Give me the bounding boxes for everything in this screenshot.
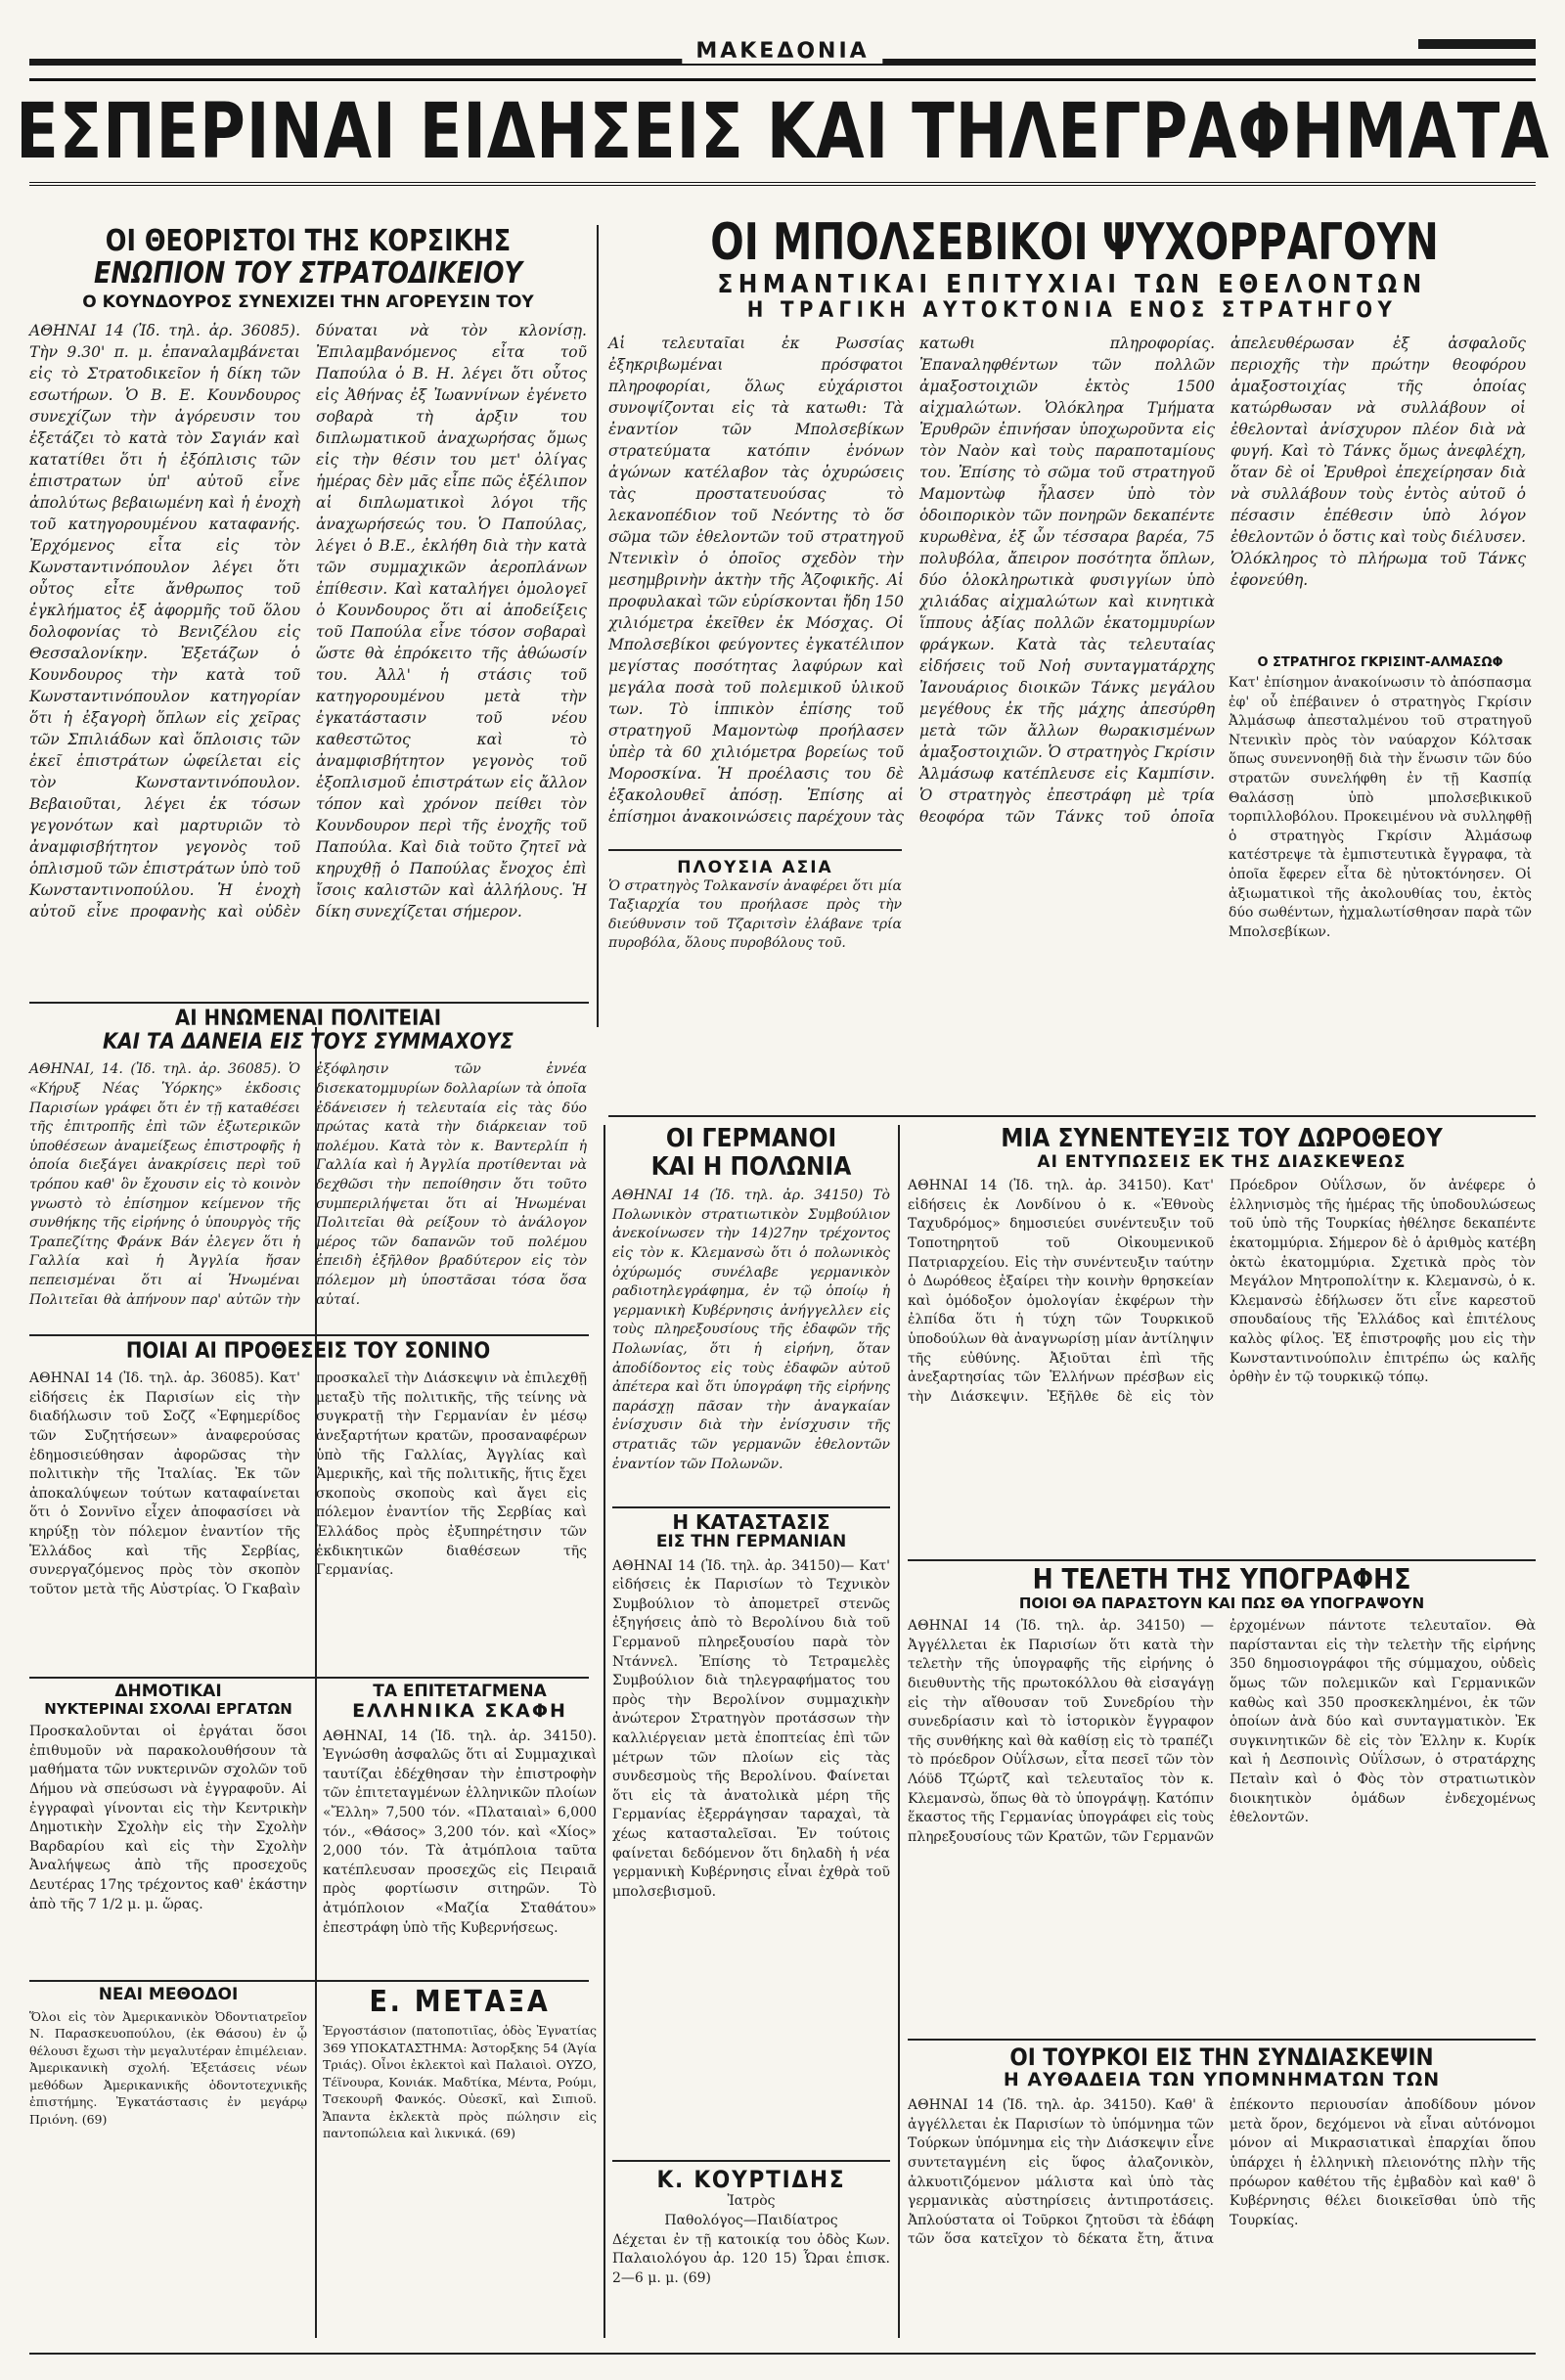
column-rule — [898, 1125, 900, 2338]
article-body: ΑΘΗΝΑΙ 14 (Ἰδ. τηλ. ἀρ. 34150). Καθ' ἃ ἀγγέλλεται ἐκ Παρισίων τὸ ὑπόμνημα τῶν Τούρκων ὑπόμνημα εἰς τὴν Διάσκεψιν εἶνε συντεταγμένη εἰς ὕφος ἀλαζονικὸν, ἀλκυοτιζόμενον μάλιστα καὶ ὑπὸ τὰς γερμανικὰς αὐστηρίσεις ἀντιπροτάσεις. Ἀπλούστατα οἱ Τοῦρκοι ζητοῦσι τὰ ἐδάφη τῶν ὅσα κατεῖχον τὸ δέκατα ἔτη, ἅτινα ἐπέκοντο περιουσίαν ἀποδίδουν μόνον μετὰ ὅρον, δεχόμενοι νὰ εἶναι αὐτόνομοι μόνον αἱ Μικρασιατικαὶ ἐπαρχίαι ὅπου ὑπάρχει ἡ ἑλληνικὴ πλειονότης πλὴν τῆς πρόωρον καθέτου τῆς ἐμβαδὸν καὶ καθ' ὃ Κυβέρνησις θέλει διοικεῖσθαι ὑπὸ τῆς Τουρκίας. — [908, 2097, 1536, 2248]
headline: ΝΥΚΤΕΡΙΝΑΙ ΣΧΟΛΑΙ ΕΡΓΑΤΩΝ — [44, 1699, 292, 1718]
section-rule — [908, 1559, 1536, 1561]
headline: ΤΑ ΕΠΙΤΕΤΑΓΜΕΝΑ — [373, 1682, 547, 1701]
article-bolsheviks — [608, 215, 1536, 1047]
headline: ΚΑΙ ΤΑ ΔΑΝΕΙΑ ΕΙΣ ΤΟΥΣ ΣΥΜΜΑΧΟΥΣ — [103, 1030, 514, 1055]
subheadline: Ο ΣΤΡΑΤΗΓΟΣ ΓΚΡΙΣΙΝΤ-ΑΛΜΑΣΩΦ — [1257, 654, 1503, 670]
main-headline-box — [15, 78, 1550, 186]
article-germans-poland — [612, 1125, 890, 1506]
headline: ΕΛΛΗΝΙΚΑ ΣΚΑΦΗ — [352, 1699, 567, 1722]
subheadline: ΣΗΜΑΝΤΙΚΑΙ ΕΠΙΤΥΧΙΑΙ ΤΩΝ ΕΘΕΛΟΝΤΩΝ — [717, 270, 1427, 300]
article-body: Προσκαλοῦνται οἱ ἐργάται ὅσοι ἐπιθυμοῦν νὰ παρακολουθήσουν τὰ μαθήματα τῶν νυκτερινῶν σχολῶν τοῦ Δήμου νὰ σπεύσωσι νὰ ἐγγραφοῦν. Αἱ ἐγγραφαὶ γίνονται εἰς τὴν Κεντρικὴν Δημοτικὴν Σχολὴν εἰς τὴν Σχολὴν Βαρδαρίου καὶ εἰς τὴν Σχολὴν Ἀναλήψεως ἀπὸ τῆς προσεχοῦς Δευτέρας 17ης τρέχοντος καθ' ἑκάστην ἀπὸ τῆς 7 1/2 μ. μ. ὥρας. — [29, 1724, 307, 1912]
article-dorotheou — [908, 1125, 1536, 1555]
headline: ΜΙΑ ΣΥΝΕΝΤΕΥΞΙΣ ΤΟΥ ΔΩΡΟΘΕΟΥ — [1001, 1124, 1443, 1153]
main-headline: ΕΣΠΕΡΙΝΑΙ ΕΙΔΗΣΕΙΣ ΚΑΙ ΤΗΛΕΓΡΑΦΗΜΑΤΑ — [15, 87, 1550, 176]
article-signing-ceremony — [908, 1565, 1536, 2035]
article-body: Ὅλοι εἰς τὸν Ἀμερικανικὸν Ὀδοντιατρεῖον Ν. Παρασκευοπούλου, (ἐκ Θάσου) ἐν ᾧ θέλουσι ἔχωσι τὴν μεγαλυτέραν ἐπιμέλειαν. Ἀμερικανικὴ σχολή. Ἐξετάσεις νέων μεθόδων Ἀμερικανικῆς ὀδοντοτεχνικῆς ἐπιστήμης. Ἐγκατάστασις ἐν μεγάρῳ Πριόνη. (69) — [29, 2008, 307, 2127]
headline: ΝΕΑΙ ΜΕΘΟΔΟΙ — [98, 1985, 239, 2004]
article-usa-loans — [29, 1008, 587, 1330]
advert-body: Δέχεται ἐν τῇ κατοικίᾳ του ὁδὸς Κων. Παλαιολόγου ἀρ. 120 15) Ὧραι ἐπισκ. 2—6 μ. μ. (69) — [612, 2231, 890, 2286]
article-columns — [608, 333, 1536, 1026]
section-rule — [29, 1002, 589, 1004]
headline: Η ΤΕΛΕΤΗ ΤΗΣ ΥΠΟΓΡΑΦΗΣ — [1032, 1563, 1411, 1595]
article-sonnino — [29, 1340, 587, 1673]
article-body: ΑΘΗΝΑΙ 14 (Ἰδ. τηλ. ἀρ. 34150) Τὸ Πολωνικὸν στρατιωτικὸν Συμβούλιον ἀνεκοίνωσεν τὴν 14)27ην τρέχοντος εἰς τὸν κ. Κλεμανσὼ ὅτι ὁ πολωνικὸς ὀχύρωμός συνέλαβε γερμανικὸν ραδιοτηλεγράφημα, ἐν τῷ ὁποίῳ ἡ γερμανικὴ Κυβέρνησις ἀνήγγελλεν εἰς τοὺς πληρεξουσίους τῆς ἐδαφῶν τῆς Πολωνίας, ὅτι ἡ εἰρήνη, ὅταν ἀποδίδοντος εἰς τοὺς ἐδαφῶν αὐτοῦ ἀπέτερα καὶ ὅτι ὑπογράφη τῆς εἰρήνης παράσχῃ πᾶσαν τὴν ἀναγκαίαν ἐνίσχυσιν διὰ τὴν ἐνίσχυσιν τῆς στρατιᾶς τῶν γερμανῶν ἐθελοντῶν ἐναντίον τῶν Πολωνῶν. — [612, 1188, 890, 1472]
subheadline: Η ΑΥΘΑΔΕΙΑ ΤΩΝ ΥΠΟΜΝΗΜΑΤΩΝ ΤΩΝ — [1003, 2069, 1441, 2091]
article-body: ΑΘΗΝΑΙ 14 (Ἰδ. τηλ. ἀρ. 34150)— Κατ' εἰδήσεις ἐκ Παρισίων τὸ Τεχνικὸν Συμβούλιον τὸ ἀπομετρεῖ στενῶς ἐξηγήσεις ἀπὸ τὸ Βερολίνου διὰ τοῦ Γερμανοῦ πληρεξουσίου παρὰ τὸν Ντάννελ. Ἐπίσης τὸ Τετραμελὲς Συμβούλιον διὰ τηλεγραφήματος του πρὸς τὴν Βερολίνον συμμαχικὴν ἀνώτερον Στρατηγὸν προτάσσων τὴν καλλιέργειαν μετὰ ἐποπτείας ἐπὶ τῶν μέτρων τῶν πλοίων εἰς τὰς συνδεσμοὺς τῆς Βερολίνου. Φαίνεται ὅτι εἰς τὰ ἀνατολικὰ μέρη τῆς Γερμανίας ἐξερράγησαν ταραχαὶ, τὰ χέως κατασταλεῖσαι. Ἐν τούτοις φαίνεται δεδόμενον ὅτι δηλαδὴ ἡ νέα γερμανικὴ Κυβέρνησις εἶναι ἐχθρὰ τοῦ μπολσεβισμοῦ. — [612, 1557, 890, 1900]
section-rule — [612, 2160, 890, 2162]
newspaper-name: ΜΑΚΕΔΟΝΙΑ — [682, 39, 882, 64]
subheadline: ΠΟΙΟΙ ΘΑ ΠΑΡΑΣΤΟΥΝ ΚΑΙ ΠΩΣ ΘΑ ΥΠΟΓΡΑΨΟΥΝ — [1018, 1594, 1425, 1612]
masthead — [29, 39, 1536, 68]
page-bottom-rule — [29, 2353, 1536, 2355]
headline: ΔΗΜΟΤΙΚΑΙ — [114, 1682, 222, 1701]
masthead-bar — [1418, 39, 1536, 49]
section-rule — [29, 1677, 589, 1679]
headline: ΟΙ ΜΠΟΛΣΕΒΙΚΟΙ ΨΥΧΟΡΡΑΓΟΥΝ — [710, 213, 1439, 272]
headline: ΠΟΙΑΙ ΑΙ ΠΡΟΘΕΣΕΙΣ ΤΟΥ ΣΟΝΙΝΟ — [125, 1339, 491, 1364]
article-germany-situation — [612, 1511, 890, 2157]
headline: ΟΙ ΓΕΡΜΑΝΟΙ — [665, 1124, 837, 1153]
advert-title: Κ. ΚΟΥΡΤΙΔΗΣ — [656, 2166, 846, 2193]
headline: ΠΛΟΥΣΙΑ ΑΣΙΑ — [677, 857, 833, 877]
advert-body: Ἐργοστάσιον (πατοποτιῖας, ὁδὸς Ἐγνατίας 369 ΥΠΟΚΑΤΑΣΤΗΜΑ: Ἀστορξκης 54 (Ἁγία Τριάς). Οἶνοι ἐκλεκτοὶ καὶ Παλαιοὶ. ΟΥΖΟ, Τέϊνουρα, Κονιάκ. Μαδτίκα, Μέντα, Ρούμι, Τσεκουρῆ Φανκός. Οὐεσκῖ, καὶ Σιπιοῦ. Ἄπαντα ἐκλεκτὰ πρὸς πώλησιν εἰς παντοπώλεια καὶ λικνικά. (69) — [323, 2023, 597, 2140]
section-rule — [29, 1334, 589, 1336]
advert-title: Ε. ΜΕΤΑΞΑ — [369, 1985, 551, 2019]
advert-line: Ἰατρὸς — [727, 2193, 776, 2210]
article-grishin — [1229, 333, 1532, 1026]
headline: ΚΑΙ Η ΠΟΛΩΝΙΑ — [650, 1151, 852, 1182]
subheadline: Η ΤΡΑΓΙΚΗ ΑΥΤΟΚΤΟΝΙΑ ΕΝΟΣ ΣΤΡΑΤΗΓΟΥ — [746, 297, 1398, 323]
article-body: Κατ' ἐπίσημον ἀνακοίνωσιν τὸ ἀπόσπασμα ἐφ' οὗ ἐπέβαινεν ὁ στρατηγὸς Γκρίσιν Ἀλμάσωφ ἀπεσταλμένου τοῦ στρατηγοῦ Ντενικὶν πρὸς τὸν ναύαρχον Κόλτσακ ὅπως συνεννοηθῇ διὰ τὴν ἕνωσιν τῶν δύο στρατῶν συνελήφθη ἐν τῇ Κασπίᾳ Θαλάσσῃ ὑπὸ μπολσεβικικοῦ τορπιλλοβόλου. Προκειμένου νὰ συλληφθῇ ὁ στρατηγὸς Γκρίσιν Ἀλμάσωφ κατέστρεψε τὰ ἐμπιστευτικὰ ἔγγραφα, τὰ ὁποῖα ἔφερεν εἶτα δὲ ηὐτοκτόνησεν. Οἱ ἀξιωματικοὶ τῆς ἀκολουθίας του, ἐκτὸς δύο σωθέντων, ἠχμαλωτίσθησαν παρὰ τῶν Μπολσεβίκων. — [1229, 674, 1532, 940]
article-body: ΑΘΗΝΑΙ 14 (Ἰδ. τηλ. ἀρ. 36085). Τὴν 9.30' π. μ. ἐπαναλαμβάνεται εἰς τὸ Στρατοδικεῖον ἡ δίκη τῶν εσωτήρων. Ὁ Β. Ε. Κουνδουρος συνεχίζων τὴν ἀγόρευσιν του ἐξετάζει τὸ κατὰ τὸν Σαγιάν καὶ κατατίθει ὅτι ἡ ἐξόπλισις τῶν ἐπιστρατων ὑπ' αὐτοῦ εἶνε ἀπολύτως βεβαιωμένη καὶ ἡ ἐνοχὴ τοῦ κατηγορουμένου καταφανής. Ἐρχόμενος εἶτα εἰς τὸν Κωνσταντινόπουλον λέγει ὅτι οὗτος εἶτε ἄνθρωπος τοῦ ἐγκλήματος ἐξ ἀφορμῆς τοῦ ὅλου δολοφονίας τὸ Βενιζέλου εἰς Θεσσαλονίκην. Ἐξετάζων ὁ Κουνδουρος τὴν κατὰ τοῦ Κωνσταντινόπουλον κατηγορίαν ὅτι ἡ ἐξαγορὴ ὅπλων εἰς χεῖρας τῶν Σπιλιάδων καὶ ὅπλοισις τῶν ἐκεῖ ἐπιστράτων ὠφείλεται εἰς τὸν Κωνσταντινόπουλον. Βεβαιοῦται, λέγει ἐκ τόσων γεγονότων καὶ μαρτυριῶν τὸ ἀναμφισβήτητον γεγονὸς τοῦ ὁπλισμοῦ τῶν ἐπιστράτων ὑπὸ τοῦ Κωνσταντινοπούλου. Ἡ ἐνοχὴ αὐτοῦ εἶνε προφανὴς καὶ οὐδὲν δύναται νὰ τὸν κλονίσῃ. Ἐπιλαμβανόμενος εἶτα τοῦ Παπούλα ὁ Β. Η. λέγει ὅτι οὗτος εἰς Ἀθήνας ἐξ Ἰωαννίνων ἐγένετο σοβαρὰ τὴ ἀρξιν του διπλωματικοῦ ἀναχωρήσας ὅμως εἰς τὴν θέσιν του μετ' ὀλίγας ἡμέρας δὲν μᾶς εἶπε πῶς ἐξέλιπον αἱ διπλωματικοὶ λόγοι τῆς ἀναχωρήσεώς του. Ὁ Παπούλας, λέγει ὁ Β.Ε., ἐκλήθη διὰ τὴν κατὰ τῶν συμμαχικῶν ἀεροπλάνων ἐπίθεσιν. Καὶ καταλήγει ὁμολογεῖ ὁ Κουνδουρος ὅτι αἱ ἀποδείξεις τοῦ Παπούλα εἶνε τόσον σοβαραὶ ὥστε θὰ ἐπρόκειτο τῆς ἀθώωσίν του. Ἀλλ' ἡ στάσις τοῦ κατηγορουμένου μετὰ τὴν ἐγκατάστασιν τοῦ νέου καθεστῶτος καὶ τὸ ἀναμφισβήτητον γεγονὸς τοῦ ἐξοπλισμοῦ ἐπιστράτων εἰς ἄλλον τόπον καὶ χρόνον πείθει τὸν Κουνδουρον περὶ τῆς ἐνοχῆς τοῦ Παπούλα. Καὶ διὰ τοῦτο ζητεῖ νὰ κηρυχθῇ ὁ Παπούλας ἔνοχος ἐπὶ ἴσοις καλιστῶν καὶ ἀλλήλους. Ἡ δίκη συνεχίζεται σήμερον. — [29, 321, 587, 921]
headline: ΕΝΩΠΙΟΝ ΤΟΥ ΣΤΡΑΤΟΔΙΚΕΙΟΥ — [94, 256, 522, 291]
article-plousia — [608, 859, 902, 954]
ad-metaxa — [323, 1986, 597, 2348]
headline: ΑΙ ΗΝΩΜΕΝΑΙ ΠΟΛΙΤΕΙΑΙ — [174, 1007, 442, 1031]
headline: ΟΙ ΤΟΥΡΚΟΙ ΕΙΣ ΤΗΝ ΣΥΝΔΙΑΣΚΕΨΙΝ — [1009, 2043, 1434, 2071]
column-rule — [597, 225, 599, 1027]
article-body: ΑΘΗΝΑΙ, 14 (Ἰδ. τηλ. ἀρ. 34150). Ἐγνώσθη ἀσφαλῶς ὅτι αἱ Συμμαχικαὶ ταυτίζαι ἐδέχθησαν τὴν ἐπιστροφὴν τῶν ἐπιτεταγμένων ἑλληνικῶν πλοίων «Ἔλλη» 7,500 τόν. «Πλαταιαὶ» 6,000 τόν., «Θάσος» 3,200 τόν. καὶ «Χίος» 2,000 τόν. Τὰ ἀτμόπλοια ταῦτα κατέπλευσαν προσεχῶς εἰς Πειραιᾶ πρὸς φορτίωσιν σιτηρῶν. Τὸ ἀτμόπλοιον «Μαζία Σταθάτου» ἐπεστράφη ὑπὸ τῆς Κυβερνήσεως. — [323, 1728, 597, 1936]
section-rule — [608, 1115, 1536, 1117]
article-body: ΑΘΗΝΑΙ 14 (Ἰδ. τηλ. ἀρ. 36085). Κατ' εἰδήσεις ἐκ Παρισίων εἰς τὴν διαδήλωσιν τοῦ Σοζζ «Ἐφημερίδος τῶν Συζητήσεων» ἀναφερούσας ἐδημοσιεύθησαν ἀφορῶσας τὴν πολιτικὴν τῆς Ἰταλίας. Ἐκ τῶν ἀποκαλύψεων τούτων καταφαίνεται ὅτι ὁ Σοννῖνο εἶχεν ἀποφασίσει νὰ κηρύξῃ τὸν πόλεμον ἐναντίον τῆς Ἑλλάδος καὶ τῆς Σερβίας, συνεργαζόμενος πρὸς τὸν σκοπὸν τοῦτον μετὰ τῆς Αὐστρίας. Ὁ Γκαβαὶν προσκαλεῖ τὴν Διάσκεψιν νὰ ἐπιλεχθῇ μεταξὺ τῆς πολιτικῆς, τῆς τείνης νὰ συγκρατῇ τὴν Γερμανίαν ἐν μέσῳ ἀνεξαρτήτων κρατῶν, προσαναφέρων ὑπὸ τῆς Γαλλίας, Ἀγγλίας καὶ Ἀμερικῆς, καὶ τῆς πολιτικῆς, ἥτις ἔχει σκοποὺς σκοποὺς καὶ ἄγει εἰς πόλεμον ἐναντίον τῆς Σερβίας καὶ Ἑλλάδος πρὸς ἐξυπηρέτησιν τῶν ἐκδικητικῶν διαθέσεων τῆς Γερμανίας. — [29, 1370, 587, 1597]
section-rule — [29, 1980, 589, 1982]
headline: Η ΚΑΤΑΣΤΑΣΙΣ — [672, 1510, 830, 1534]
article-body: Ὁ στρατηγὸς Τολκανσίν ἀναφέρει ὅτι μία Ταξιαρχία του προήλασε πρὸς τὴν διεύθυνσιν τοῦ Τζαριτσὶν ἐλάβανε τρία πυροβόλα, ὅλους πυροβόλους τοῦ. — [608, 877, 902, 952]
article-warships — [323, 1683, 597, 1976]
section-rule — [612, 1506, 890, 1508]
section-rule — [908, 2039, 1536, 2041]
article-body: ΑΘΗΝΑΙ 14 (Ἰδ. τηλ. ἀρ. 34150). Κατ' εἰδήσεις ἐκ Λονδίνου ὁ κ. «Ἐθνοὺς Ταχυδρόμος» δημοσιεύει συνέντευξιν τοῦ Τοποτηρητοῦ τοῦ Οἰκουμενικοῦ Πατριαρχείου. Εἰς τὴν συνέντευξιν ταύτην ὁ Δωρόθεος ἐξαίρει τὴν κοινὴν θρησκείαν καὶ ὁμόδοξον ὁμολογίαν ἐκφέρων τὴν ἐλπίδα ὅτι ἡ τύχη τῶν Τουρκικοῦ ὑποδούλων θὰ ἀναγνωρίσῃ μίαν ἀντίληψιν τῆς εὐθύνης. Ἀξιοῦται ἐπὶ τῆς ἀνεξαρτησίας τῶν Ἑλλήνων πρέσβων εἰς τὴν Διάσκεψιν. Ἐξῆλθε δὲ εἰς τὸν Πρόεδρον Οὐΐλσων, ὅν ἀνέφερε ὁ ἑλληνισμὸς τῆς ἡμέρας τῆς ὑποδουλώσεως τοῦ ὑπὸ τῆς Τουρκίας ἠθέλησε δεκαπέντε ἑκατομμύρια. Σήμερον δὲ ὁ ἀριθμὸς κατέβη ὀκτὼ ἑκατομμύρια. Σχετικὰ πρὸς τὸν Μεγάλον Μητροπολίτην κ. Κλεμανσὼ, ὁ κ. Κλεμανσὼ ἐδήλωσεν ὅτι εἶνε καρεστοῦ σπουδαίους τῆς Ἑλλάδος καὶ ἐπιτέλους καλὸς φίλος. Ἐξ ἐπιστροφῆς μου εἰς τὴν Κωνσταντινούπολιν ἐπιτρέπω ὡς καλῆς ὀρθὴν ἐν τῷ τουρκικῷ τόπῳ. — [908, 1178, 1536, 1405]
article-body: Αἱ τελευταῖαι ἐκ Ρωσσίας ἐξηκριβωμέναι πρόσφατοι πληροφορίαι, ὅλως εὐχάριστοι συνοψίζονται εἰς τὰ κατωθι: Τὰ ἐναντίον τῶν Μπολσεβίκων στρατεύματα κατόπιν ἐνόνων ἀγώνων κατέλαβον τὰς ὁχυρώσεις τὰς προστατευούσας τὸ λεκανοπέδιον τοῦ Νεόντης τὸ ὅσ σῶμα τῶν ἐθελοντῶν τοῦ στρατηγοῦ Ντενικὶν ὁ ὁποῖος σχεδὸν τὴν μεσημβρινὴν ἀκτὴν τῆς Ἀζοφικῆς. Αἱ προφυλακαὶ τῶν εὑρίσκονται ἤδη 150 χιλιόμετρα ἐκεῖθεν ἐκ Μόσχας. Οἱ Μπολσεβίκοι φεύγοντες ἐγκατέλιπον μεγίστας ποσότητας λαφύρων καὶ μεγάλα ποσὰ τοῦ πολεμικοῦ ὑλικοῦ των. Τὸ ἱππικὸν ἐπίσης τοῦ στρατηγοῦ Μαμοντὼφ προήλασεν ὑπὲρ τὰ 60 χιλιόμετρα βορείως τοῦ Μοροσκίνα. Ἡ προέλασις του δὲ ἐξακολουθεῖ ἀπόσῃ. Ἐπίσης αἱ ἐπίσημοι ἀνακοινώσεις παρέχουν τὰς κατωθι πληροφορίας. Ἐπαναληφθέντων τῶν πολλῶν ἀμαξοστοιχιῶν ἐκτὸς 1500 αἰχμαλώτων. Ὁλόκληρα Τμήματα Ἐρυθρῶν ἐπινήσαν ὑποχωροῦντα εἰς τὸν Ναὸν καὶ τοὺς παραποταμίους του. Ἐπίσης τὸ σῶμα τοῦ στρατηγοῦ Μαμοντὼφ ἦλασεν ὑπὸ τὸν ὁδοιπορικὸν τῶν πονηρῶν δεκαπέντε κυρωθὲνα, ἐξ ὧν τέσσαρα βαρέα, 75 πολυβόλα, ἄπειρον ποσότητα ὅπλων, δύο ὁλοκληρωτικὰ φυσιγγίων ὑπὸ χιλιάδας αἰχμαλώτων καὶ κινητικὰ ἵππους ἀξίας πολλῶν ἑκατομμυρίων φράγκων. Κατὰ τὰς τελευταίας εἰδήσεις τοῦ Νοἠ συνταγματάρχης Ἰανουάριος διοικῶν Τάνκς μεγάλου μεγέθους ἐκ τῆς μάχης ἀπεσύρθη μετὰ τῶν ἄλλων θωρακισμένων ἀμαξοστοιχιῶν. Ὁ στρατηγὸς Γκρίσιν Ἀλμάσωφ κατέπλευσε εἰς Καμπίσιν. Ὁ στρατηγὸς ἐπεστράφη μὲ τρία θεοφόρα τῶν Τάνκς τοῦ ὁποῖα ἀπελευθέρωσαν ἐξ ἀσφαλοῦς περιοχῆς τὴν πρώτην θεοφόρου ἀμαξοστοιχίας τῆς ὁποίας κατώρθωσαν νὰ συλλάβουν οἱ ἐθελονταὶ ἀνίσχυρον πλέον διὰ νὰ φυγή. Καὶ τὸ Τάνκς ὅμως ἀνεφλέχη, ὅταν δὲ οἱ Ἐρυθροὶ ἐπεχείρησαν διὰ νὰ συλλάβουν τοὺς ἐντὸς αὐτοῦ ὁ πέσασιν ἐπέθεσιν ὑπὸ λόγον ἐθελοντῶν ὁ ὅστις καὶ τοὺς διέλυσεν. Ὁλόκληρος τὸ πλήρωμα τοῦ Τάνκς ἐφονεύθη. — [608, 334, 1526, 826]
article-turks — [908, 2044, 1536, 2348]
article-new-methods — [29, 1986, 307, 2348]
article-night-schools — [29, 1683, 307, 1976]
headline: ΟΙ ΘΕΟΡΙΣΤΟΙ ΤΗΣ ΚΟΡΣΙΚΗΣ — [105, 224, 512, 258]
ad-kourtidis — [612, 2167, 890, 2343]
subheadline: ΑΙ ΕΝΤΥΠΩΣΕΙΣ ΕΚ ΤΗΣ ΔΙΑΣΚΕΨΕΩΣ — [1037, 1151, 1407, 1172]
divider — [608, 849, 902, 851]
article-corsica — [29, 225, 587, 998]
article-body: ΑΘΗΝΑΙ 14 (Ἰδ. τηλ. ἀρ. 34150) — Ἀγγέλλεται ἐκ Παρισίων ὅτι κατὰ τὴν τελετὴν τῆς ὑπογραφῆς τῆς εἰρήνης ὁ διευθυντὴς τῆς πρωτοκόλλου θὰ εἰσαγάγῃ εἰς τὴν αἴθουσαν τοῦ Συνεδρίου τὴν συνεδρίασιν καὶ τὸ ἱστορικὸν ἔγγραφον τῆς συνθήκης καὶ θὰ καθίσῃ εἰς τὸ τραπέζι τὸ πρόεδρον Οὐΐλσων, εἶτα πεσεῖ τῶν τὸν Λόϋδ Τζώρτζ καὶ τελευταῖος τὸν κ. Κλεμανσὼ, ὅπως θὰ τὸ ὑπογράψῃ. Κατόπιν ἕκαστος τῆς Γερμανίας ὑπογράφει εἰς τοὺς πληρεξουσίους τῶν Κρατῶν, τῶν Γερμανῶν ἐρχομένων πάντοτε τελευταῖον. Θὰ παρίστανται εἰς τὴν τελετὴν τῆς εἰρήνης 350 δημοσιογράφοι τῆς σύμμαχου, οὐδεὶς ὅμως τῶν πολεμικῶν καὶ Γερμανικῶν καθὼς καὶ 350 προσκεκλημένοι, ἐκ τῶν ὁποίων ἀνὰ δύο καὶ συνταγματικὸν. Ἐκ συγκινητικῶν δὲ εἰς τὸν Ἑλλην κ. Κυρίκ καὶ ἡ Δεσποινὶς Οὐΐλσων, ὁ στρατάρχης Πεταὶν καὶ ὁ Φὸς τὸν στρατιωτικὸν διοικητικὸν ὁμάδων ἐνδεχομένως ἐθελοντῶν. — [908, 1618, 1536, 1845]
advert-line: Παθολόγος—Παιδίατρος — [664, 2212, 838, 2228]
column-rule — [604, 1125, 605, 2338]
subheadline: Ο ΚΟΥΝΔΟΥΡΟΣ ΣΥΝΕΧΙΖΕΙ ΤΗΝ ΑΓΟΡΕΥΣΙΝ ΤΟΥ — [82, 292, 534, 312]
headline: ΕΙΣ ΤΗΝ ΓΕΡΜΑΝΙΑΝ — [655, 1532, 847, 1551]
article-body: ΑΘΗΝΑΙ, 14. (Ἰδ. τηλ. ἀρ. 36085). Ὁ «Κήρυξ Νέας Ὑόρκης» ἐκδοσις Παρισίων γράφει ὅτι ἐν τῇ καταθέσει τῆς ἐπιτροπῆς ἐπὶ τῶν ἐξωτερικῶν ὑποθέσεων ἀναμείξεως ἐπιστροφῆς ἡ ὁποία διεξάγει ἀνακρίσεις περὶ τοῦ τρόπου καθ' ὃν ἔχουσιν εἰς τὸ κοινὸν γνωστὸ τὸ ἐπίσημον κείμενον τῆς συνθήκης τῆς εἰρήνης ὁ ὑπουργὸς τῆς Τραπεζίτης Φράνκ Βάν ἐλεγεν ὅτι ἡ Γαλλία καὶ ἡ Ἀγγλία ἤσαν πεπεισμέναι ὅτι αἱ Ἡνωμέναι Πολιτεῖαι θὰ ἀπήνουν παρ' αὐτῶν τὴν ἐξόφλησιν τῶν ἐννέα δισεκατομμυρίων δολλαρίων τὰ ὁποῖα ἐδάνεισεν ἡ τελευταία εἰς τὰς δύο πρώτας κατὰ τὴν διάρκειαν τοῦ πολέμου. Κατὰ τὸν κ. Βαντερλίπ ἡ Γαλλία καὶ ἡ Ἀγγλία προτίθενται νὰ δεχθῶσι τὴν πεποίθησιν ὅτι τοῦτο συμπεριλήψεται ὅτι αἱ Ἡνωμέναι Πολιτεῖαι θὰ ρείξουν τὸ ἀνάλογον μέρος τῶν δαπανῶν τοῦ πολέμου ἐπειδὴ ἐξῆλθον βραδύτερον εἰς τὸν πόλεμον μὴ ὑποστᾶσαι τόσα ὅσα αὐταί. — [29, 1061, 587, 1308]
